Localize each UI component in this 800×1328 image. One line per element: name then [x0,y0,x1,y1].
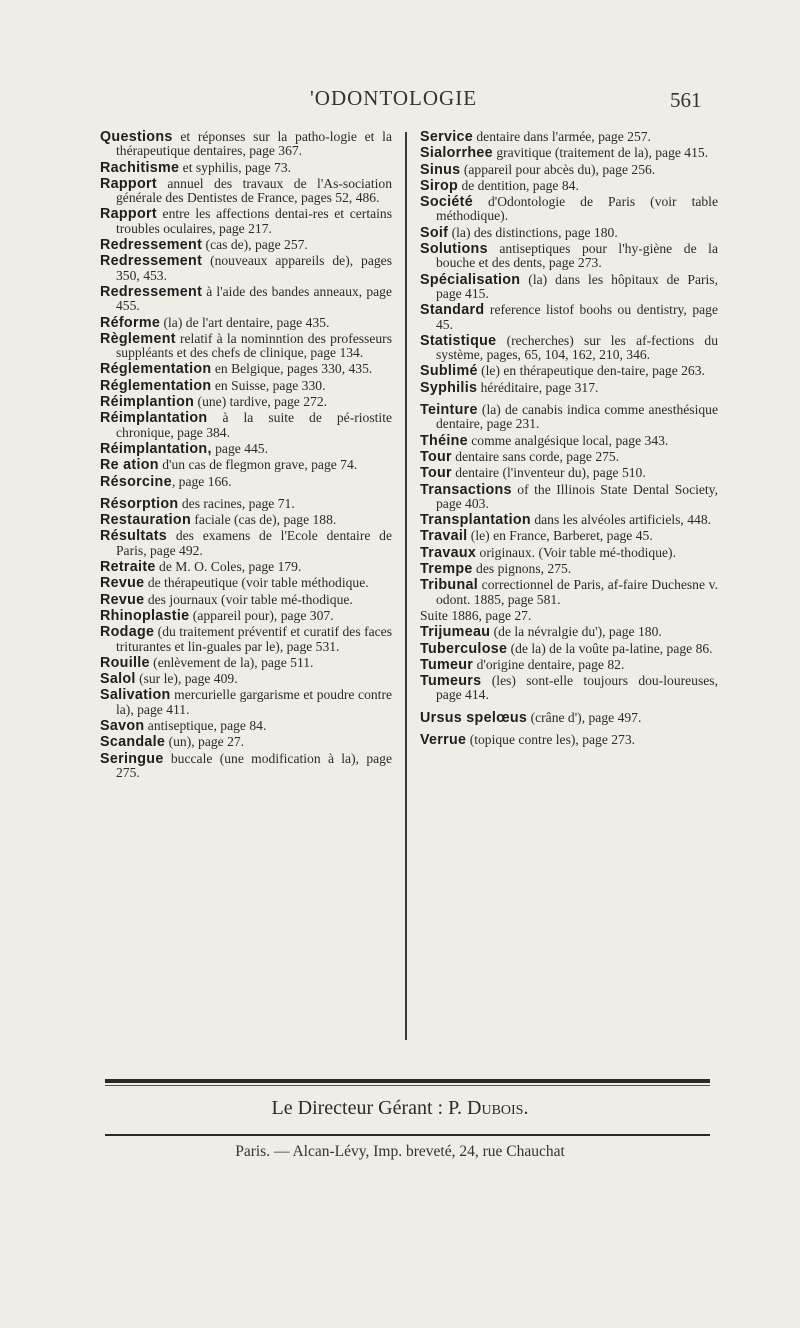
index-term: Réimplantion [100,394,195,411]
index-term: Standard [420,302,485,319]
index-reference: en Suisse, page 330. [211,377,326,393]
index-term: Théine [420,432,468,449]
director-name: Dubois. [467,1097,529,1119]
index-term: Rhinoplastie [100,607,190,624]
index-term: Tuberculose [420,640,508,657]
index-entry [420,226,718,240]
index-entry [100,672,392,686]
index-reference: (du traitement préventif et curatif des faces triturantes et lin-guales par le), page 531. [116,624,392,654]
index-reference: (la) de canabis indica comme anesthésique dentaire, page 231. [436,402,718,432]
index-entry [100,285,392,314]
index-reference: à l'aide des bandes anneaux, page 455. [116,283,392,314]
index-entry [420,609,718,623]
index-entry [100,238,392,252]
journal-title: 'ODONTOLOGIE [310,86,478,110]
index-reference: annuel des travaux de l'As-sociation générale des Dentistes de France, pages 52, 486. [116,175,392,206]
index-term: Salivation [100,687,171,704]
printer-imprint: Paris. — Alcan-Lévy, Imp. breveté, 24, rue Chauchat [235,1143,565,1160]
index-term: Solutions [420,241,488,258]
index-entry [420,273,718,302]
index-entry [100,576,392,590]
index-reference: (topique contre les), page 273. [466,731,636,747]
index-term: Rodage [100,624,155,641]
index-term: Re ation [100,457,159,474]
index-term: Travaux [420,544,477,561]
index-reference: originaux. (Voir table mé-thodique). [476,544,676,560]
index-term: Sublimé [420,363,478,380]
index-reference: et réponses sur la patho-logie et la thérapeutique dentaires, page 367. [116,129,392,159]
index-term: Réimplantation, [100,440,212,457]
index-entry [420,711,718,725]
index-entry [100,458,392,472]
index-term: Redressement [100,237,203,254]
index-term: Questions [100,129,173,145]
index-reference: faciale (cas de), page 188. [191,512,337,528]
index-reference: (appareil pour abcès du), page 256. [460,161,656,177]
index-term: Réglementation [100,361,212,378]
index-entry [420,179,718,193]
index-term: Sialorrhee [420,145,493,162]
index-entry [420,578,718,607]
index-reference: (la) des distinctions, page 180. [448,224,618,240]
index-reference: des racines, page 71. [178,495,295,511]
index-term: Salol [100,671,136,688]
index-reference: comme analgésique local, page 343. [467,432,669,448]
index-term: Réglementation [100,377,212,394]
index-reference: à la suite de pé-riostite chronique, page 384. [116,410,392,440]
index-term: Retraite [100,559,156,576]
index-reference: (de la) de la voûte pa-latine, page 86. [507,640,713,656]
index-reference: buccale (une modification à la), page 275. [116,750,392,780]
index-entry [100,362,392,376]
index-term: Statistique [420,332,497,349]
index-term: Rapport [100,206,157,223]
index-entry [420,403,718,432]
index-term: Revue [100,575,145,592]
footer-rule-thick [105,1079,710,1083]
index-entry [100,475,392,489]
index-entry [420,450,718,464]
index-entry [420,529,718,543]
index-reference: , page 166. [171,473,232,489]
index-entry [100,752,392,781]
index-reference: (le) en France, Barberet, page 45. [467,528,653,544]
index-reference: (enlèvement de la), page 511. [149,654,314,670]
index-term: Société [420,194,473,211]
column-divider [405,132,407,1040]
index-term: Savon [100,717,145,734]
index-reference: (le) en thérapeutique den-taire, page 263. [477,363,705,379]
index-entry [100,379,392,393]
index-entry [100,609,392,623]
index-entry [100,497,392,511]
index-reference: antiseptique, page 84. [144,717,267,733]
index-reference: d'origine dentaire, page 82. [473,656,625,672]
index-reference: (de la névralgie du'), page 180. [490,624,662,640]
index-term: Sirop [420,177,459,194]
index-entry [420,625,718,639]
index-entry [420,513,718,527]
index-entry [100,254,392,283]
index-term: Tribunal [420,577,479,594]
index-entry [420,163,718,177]
index-entry [100,161,392,175]
index-term: Restauration [100,512,191,529]
index-reference: (recherches) sur les af-fections du système, pages, 65, 104, 162, 210, 346. [436,332,718,363]
index-reference: (un), page 27. [165,734,245,750]
index-entry [420,642,718,656]
index-reference: (nouveaux appareils de), pages 350, 453. [116,253,392,283]
index-term: Seringue [100,750,164,767]
index-entry [420,130,718,144]
index-entry [420,674,718,703]
index-entry [100,395,392,409]
index-entry [420,195,718,224]
index-reference: (crâne d'), page 497. [527,709,642,725]
index-term: Rachitisme [100,159,180,176]
index-reference: dentaire dans l'armée, page 257. [472,129,651,144]
index-reference: (appareil pour), page 307. [189,607,334,623]
index-reference: d'un cas de flegmon grave, page 74. [158,457,358,473]
director-prefix: Le Directeur Gérant : P. [271,1097,468,1119]
index-entry [100,625,392,654]
index-entry [100,513,392,527]
index-term: Tumeurs [420,673,482,690]
index-reference: (cas de), page 257. [202,237,308,253]
index-term: Scandale [100,734,166,751]
index-reference: correctionnel de Paris, af-faire Duchesne v. odont. 1885, page 581. [436,577,718,607]
index-term: Service [420,129,473,145]
index-term: Résorcine [100,473,172,490]
index-entry [100,177,392,206]
index-term: Soif [420,224,449,241]
index-reference: dentaire (l'inventeur du), page 510. [451,465,646,481]
index-reference: relatif à la nominntion des professeurs suppléants et des chefs de clinique, page 134. [116,330,392,361]
imprint-rule [105,1134,710,1136]
index-reference: de dentition, page 84. [458,177,579,193]
index-reference: héréditaire, page 317. [477,379,599,395]
index-entry [420,733,718,747]
index-reference: entre les affections dentai-res et certains troubles oculaires, page 217. [116,206,392,236]
index-entry [420,303,718,332]
index-reference: (les) sont-elle toujours dou-loureuses, page 414. [436,673,718,703]
index-reference: Suite 1886, page 27. [420,607,532,623]
index-entry [100,332,392,361]
index-reference: antiseptiques pour l'hy-giène de la bouche et des dents, page 273. [436,241,718,271]
index-reference: (une) tardive, page 272. [194,394,328,410]
index-reference: of the Illinois State Dental Society, page 403. [436,481,718,511]
index-term: Tumeur [420,656,474,673]
index-reference: et syphilis, page 73. [179,159,292,175]
index-reference: dentaire sans corde, page 275. [451,448,620,464]
index-term: Tour [420,465,452,482]
footer-rule-thin [105,1085,710,1086]
index-entry [100,719,392,733]
index-entry [100,560,392,574]
index-entry [100,688,392,717]
index-term: Revue [100,591,145,608]
index-reference: reference listof boohs ou dentistry, page 45. [436,302,718,332]
index-entry [420,658,718,672]
index-entry [420,334,718,363]
index-reference: (sur le), page 409. [135,671,238,687]
index-entry [100,207,392,236]
index-reference: des pignons, 275. [472,561,572,577]
index-reference: des examens de l'Ecole dentaire de Paris, page 492. [116,528,392,558]
index-entry [420,562,718,576]
index-entry [420,546,718,560]
index-term: Trijumeau [420,624,491,641]
index-term: Transplantation [420,512,531,529]
index-entry [100,529,392,558]
index-term: Syphilis [420,379,478,396]
index-term: Résultats [100,528,168,545]
index-term: Transactions [420,481,512,498]
index-term: Sinus [420,161,461,178]
running-head [0,86,800,120]
index-reference: gravitique (traitement de la), page 415. [492,145,709,161]
index-entry [420,364,718,378]
index-reference: d'Odontologie de Paris (voir table méthodique). [436,194,718,224]
index-term: Redressement [100,283,203,300]
index-reference: dans les alvéoles artificiels, 448. [530,512,712,528]
index-entry [100,442,392,456]
index-reference: de thérapeutique (voir table méthodique. [144,575,369,591]
index-reference: page 445. [211,440,268,456]
index-reference: (la) dans les hôpitaux de Paris, page 415. [436,271,718,301]
index-entry [100,735,392,749]
index-entry [100,130,392,159]
index-reference: des journaux (voir table mé-thodique. [144,591,353,607]
index-term: Verrue [420,731,467,748]
index-column-left [100,130,392,782]
index-entry [100,411,392,440]
index-term: Teinture [420,402,478,419]
director-line [0,1097,800,1120]
index-term: Redressement [100,253,203,270]
index-entry [420,434,718,448]
index-entry [420,242,718,271]
index-term: Réforme [100,314,161,331]
index-reference: mercurielle gargarisme et poudre contre la), page 411. [116,687,392,717]
page-number: 561 [670,88,702,112]
index-entry [420,146,718,160]
index-term: Réimplantation [100,410,208,427]
index-term: Trempe [420,561,473,578]
index-reference: en Belgique, pages 330, 435. [211,361,373,377]
index-entry [420,466,718,480]
index-term: Ursus spelœus [420,709,528,726]
index-term: Rapport [100,175,157,192]
index-reference: de M. O. Coles, page 179. [155,559,302,575]
index-entry [100,593,392,607]
index-entry [420,483,718,512]
index-column-right [420,130,718,749]
index-term: Spécialisation [420,271,521,288]
index-entry [420,381,718,395]
index-term: Résorption [100,495,179,512]
index-entry [100,656,392,670]
index-term: Rouille [100,654,150,671]
index-reference: (la) de l'art dentaire, page 435. [160,314,330,330]
index-entry [100,316,392,330]
index-term: Tour [420,448,452,465]
index-term: Règlement [100,330,176,347]
index-term: Travail [420,528,468,545]
